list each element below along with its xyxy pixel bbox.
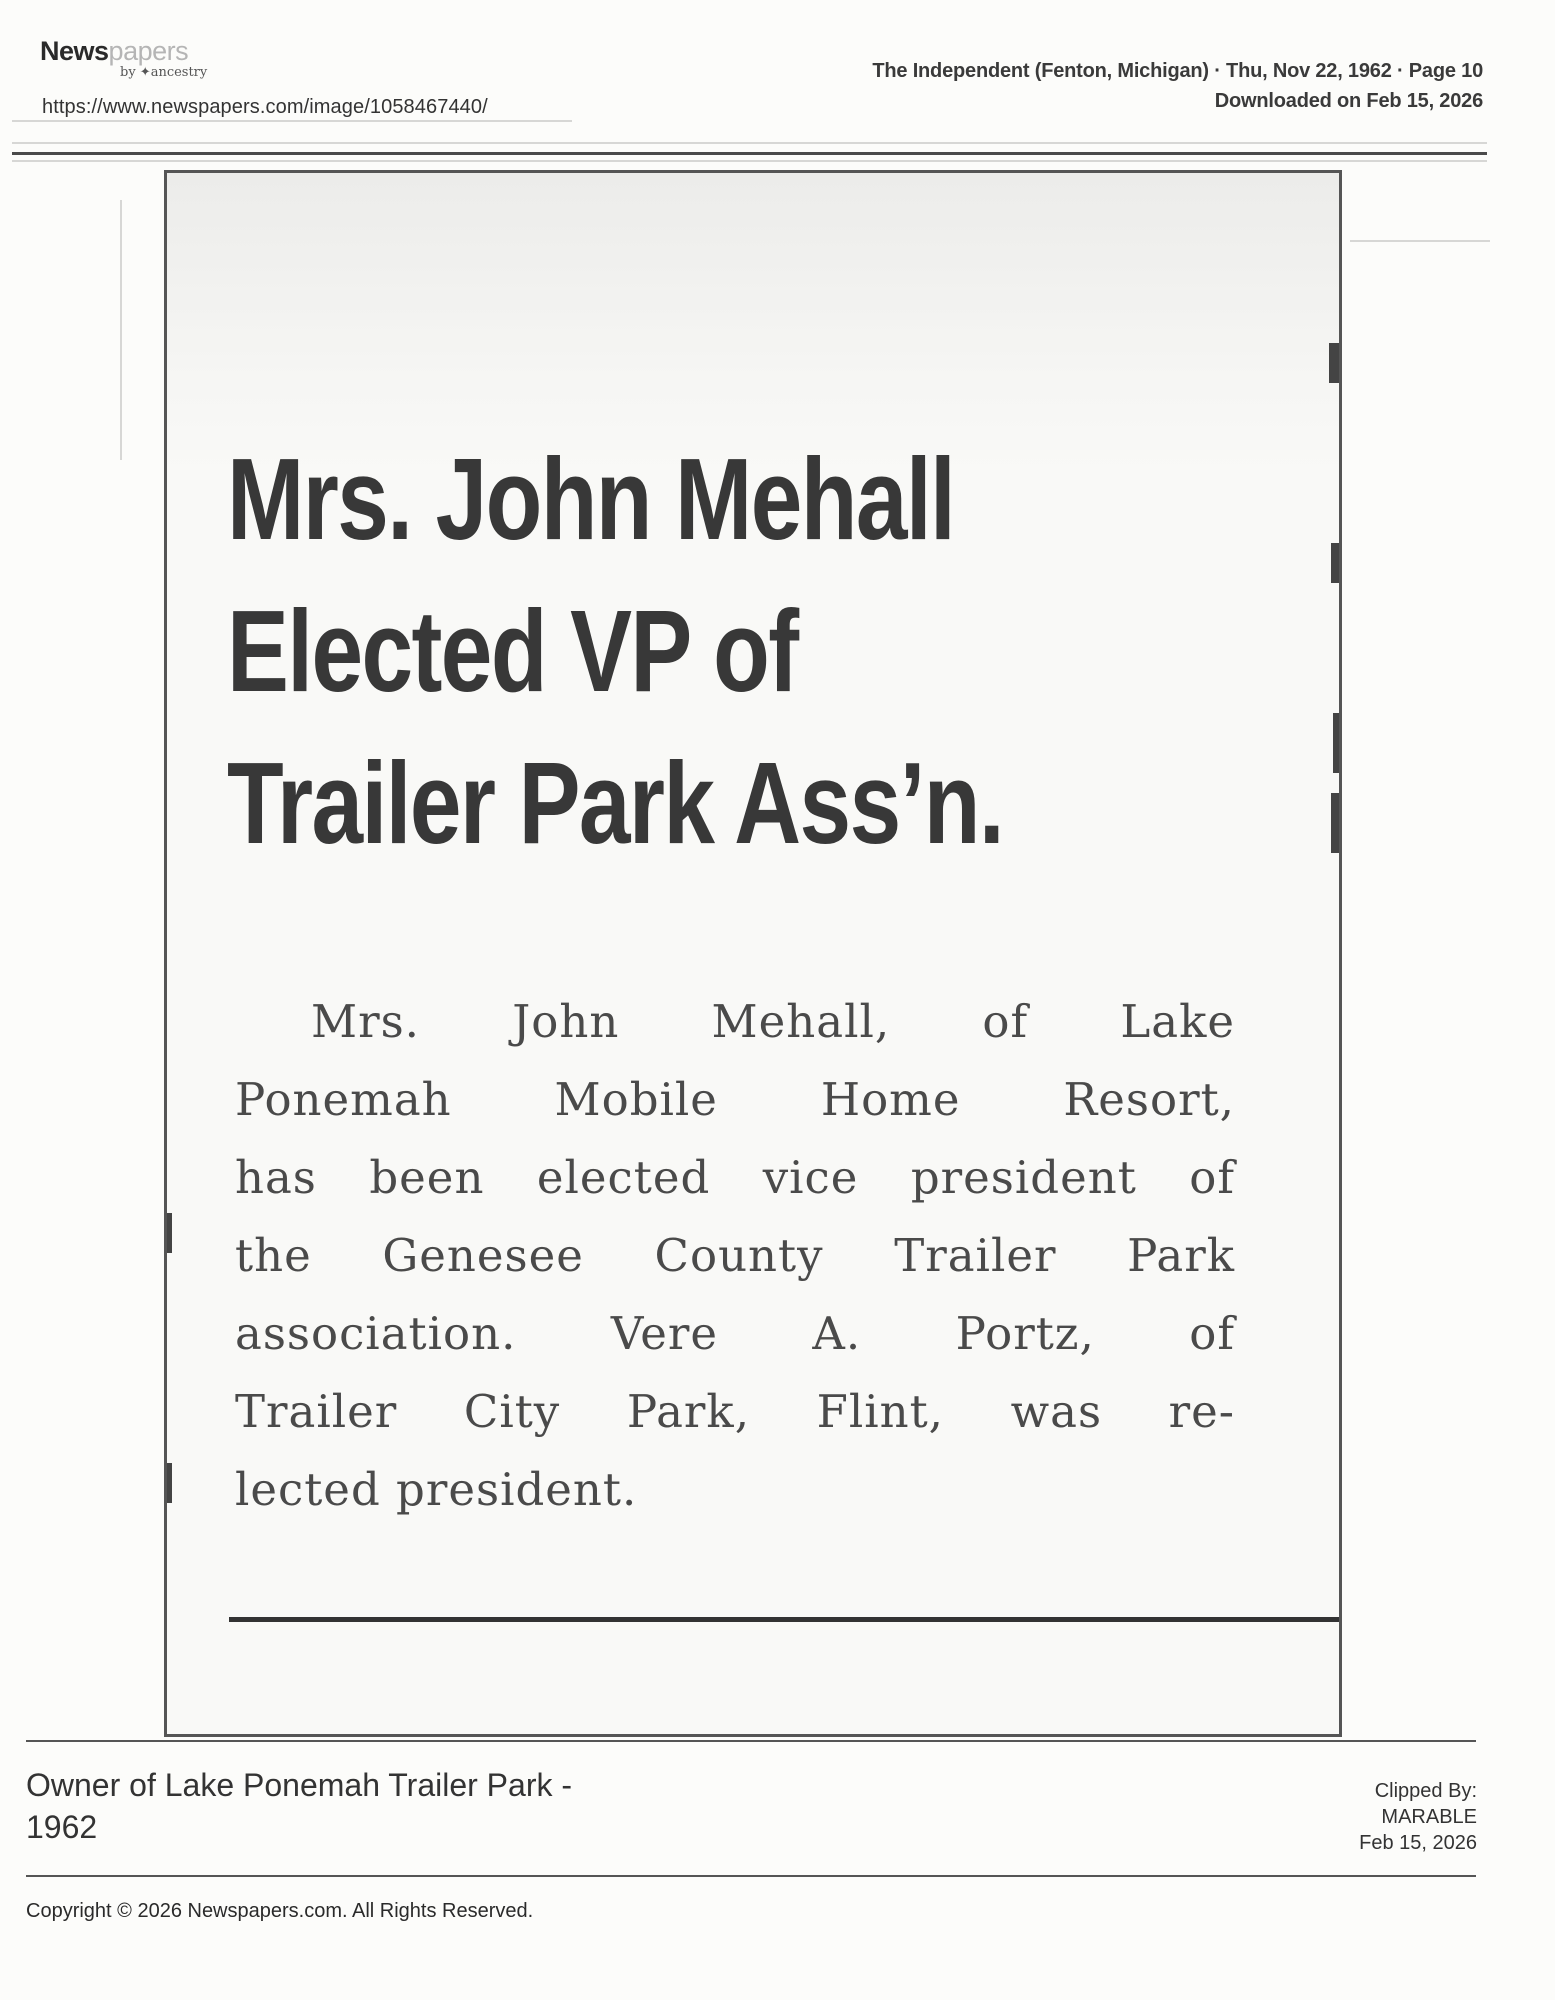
adjacent-column-fragment bbox=[167, 1463, 172, 1503]
adjacent-column-fragment bbox=[1329, 343, 1339, 383]
body-line: has been elected vice president of bbox=[235, 1151, 1235, 1204]
newspaper-clipping bbox=[164, 170, 1342, 1737]
body-line: lected president. bbox=[235, 1463, 638, 1516]
body-line: the Genesee County Trailer Park bbox=[235, 1229, 1235, 1282]
scan-ghost-line bbox=[120, 200, 122, 460]
clipped-date: Feb 15, 2026 bbox=[1359, 1832, 1477, 1854]
clipped-by-info bbox=[1359, 1778, 1477, 1856]
headline-line: Trailer Park Ass’n. bbox=[227, 738, 1004, 868]
image-url: https://www.newspapers.com/image/1058467440/ bbox=[42, 96, 488, 118]
article-headline bbox=[227, 423, 1107, 879]
adjacent-column-fragment bbox=[1331, 793, 1339, 853]
download-date: Downloaded on Feb 15, 2026 bbox=[1214, 90, 1483, 112]
publication-info bbox=[872, 56, 1483, 116]
adjacent-column-fragment bbox=[1331, 543, 1339, 583]
body-line: association. Vere A. Portz, of bbox=[235, 1307, 1235, 1360]
logo-text-light: papers bbox=[108, 36, 189, 66]
body-line: Mrs. John Mehall, of Lake bbox=[311, 995, 1235, 1048]
newspapers-logo bbox=[40, 36, 208, 80]
scan-ghost-line bbox=[12, 142, 1487, 144]
adjacent-column-fragment bbox=[1333, 713, 1339, 773]
logo-subtitle: by ✦ancestry bbox=[120, 65, 208, 80]
body-line: Ponemah Mobile Home Resort, bbox=[235, 1073, 1235, 1126]
clipped-by-label: Clipped By: bbox=[1374, 1780, 1477, 1802]
scan-ghost-line bbox=[12, 120, 572, 122]
caption-line: 1962 bbox=[26, 1809, 98, 1845]
caption-line: Owner of Lake Ponemah Trailer Park - bbox=[26, 1767, 573, 1803]
headline-line: Mrs. John Mehall bbox=[227, 434, 955, 564]
clipped-by-user: MARABLE bbox=[1381, 1806, 1477, 1828]
adjacent-column-fragment bbox=[167, 1213, 172, 1253]
copyright-notice: Copyright © 2026 Newspapers.com. All Rights Reserved. bbox=[26, 1900, 534, 1922]
scan-ghost-line bbox=[12, 160, 1487, 162]
article-end-rule bbox=[229, 1617, 1339, 1622]
headline-line: Elected VP of bbox=[227, 586, 798, 716]
footer-divider-top bbox=[26, 1740, 1476, 1742]
logo-text-bold: News bbox=[40, 36, 109, 66]
scan-ghost-line bbox=[1350, 240, 1490, 242]
footer-divider-bottom bbox=[26, 1875, 1476, 1877]
clipping-caption bbox=[26, 1764, 726, 1848]
article-body bbox=[235, 983, 1235, 1529]
header-divider bbox=[12, 152, 1487, 155]
body-line: Trailer City Park, Flint, was re- bbox=[235, 1385, 1235, 1438]
publication-line: The Independent (Fenton, Michigan) · Thu, Nov 22, 1962 · Page 10 bbox=[872, 60, 1483, 82]
